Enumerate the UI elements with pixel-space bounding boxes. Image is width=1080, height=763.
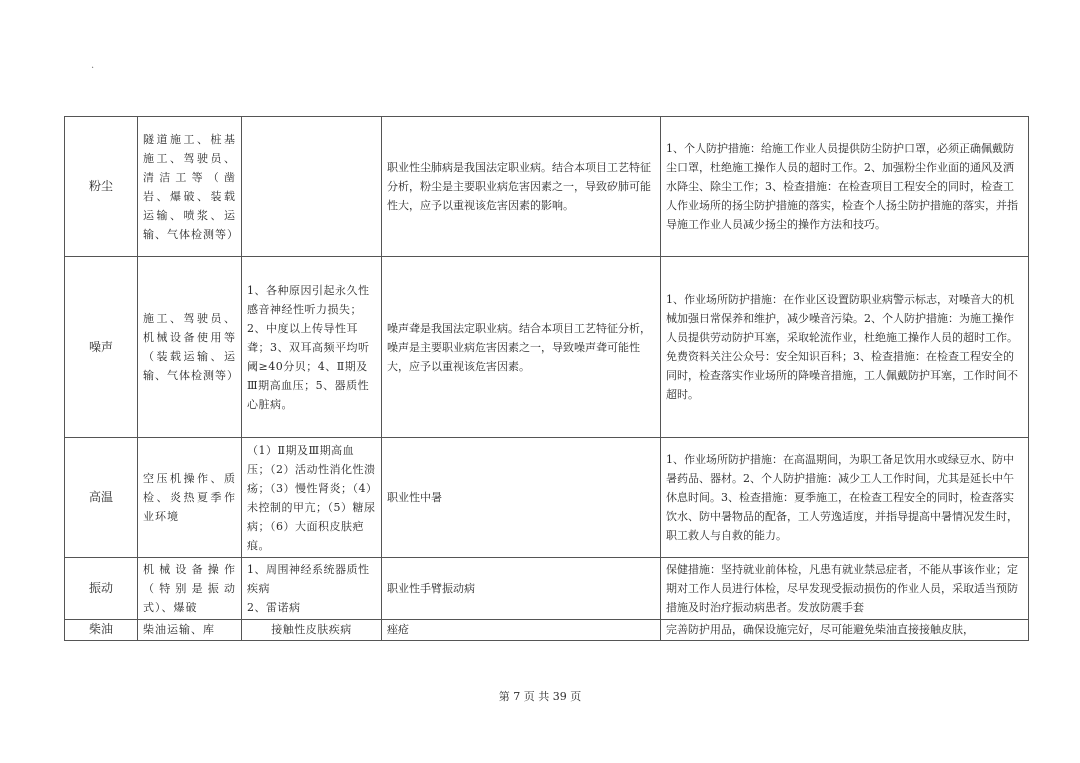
page-mark: . — [91, 60, 95, 71]
workers-cell: 机械设备操作（特别是振动式）、爆破 — [138, 558, 242, 620]
table-row — [65, 438, 1029, 558]
workers-cell: 隧道施工、桩基施工、驾驶员、清洁工等（凿岩、爆破、装载运输、喷浆、运输、气体检测等） — [138, 117, 242, 257]
measures-cell: 完善防护用品，确保设施完好，尽可能避免柴油直接接触皮肤， — [661, 620, 1029, 641]
contraindications-cell: 1、周围神经系统器质性疾病 2、雷诺病 — [242, 558, 382, 620]
hazard-cell: 柴油 — [65, 620, 138, 641]
table-row — [65, 558, 1029, 620]
hazard-cell: 噪声 — [65, 257, 138, 438]
workers-cell: 施工、驾驶员、机械设备使用等（装载运输、运输、气体检测等） — [138, 257, 242, 438]
hazard-table — [64, 116, 1029, 641]
measures-cell: 1、作业场所防护措施：在作业区设置防职业病警示标志，对噪音大的机械加强日常保养和维护，减少噪音污染。2、个人防护措施：为施工操作人员提供劳动防护耳塞，采取轮流作业，杜绝施工操作人员的超时工作。免费资料关注公众号：安全知识百科；3、检查措施：在检查工程安全的同时，检查落实作业场所的降噪音措施，工人佩戴防护耳塞，工作时间不超时。 — [661, 257, 1029, 438]
table-row — [65, 257, 1029, 438]
hazard-cell: 振动 — [65, 558, 138, 620]
contraindications-cell: 接触性皮肤疾病 — [242, 620, 382, 641]
table-row — [65, 620, 1029, 641]
contraindications-cell: （1）Ⅱ期及Ⅲ期高血压；（2）活动性消化性溃疡；（3）慢性肾炎；（4）未控制的甲亢；（5）糖尿病；（6）大面积皮肤疤痕。 — [242, 438, 382, 558]
page-number: 第 7 页 共 39 页 — [498, 690, 582, 703]
contraindications-cell: 1、各种原因引起永久性感音神经性听力损失；2、中度以上传导性耳聋；3、双耳高频平均听阈≥40分贝；4、Ⅱ期及Ⅲ期高血压；5、器质性心脏病。 — [242, 257, 382, 438]
workers-cell: 空压机操作、质检、炎热夏季作业环境 — [138, 438, 242, 558]
evaluation-cell: 痤疮 — [382, 620, 661, 641]
evaluation-cell: 职业性中暑 — [382, 438, 661, 558]
contraindications-cell — [242, 117, 382, 257]
table-row — [65, 117, 1029, 257]
evaluation-cell: 职业性尘肺病是我国法定职业病。结合本项目工艺特征分析，粉尘是主要职业病危害因素之一，导致矽肺可能性大，应予以重视该危害因素的影响。 — [382, 117, 661, 257]
hazard-cell: 高温 — [65, 438, 138, 558]
measures-cell: 保健措施：坚持就业前体检，凡患有就业禁忌症者，不能从事该作业；定期对工作人员进行体检，尽早发现受振动损伤的作业人员，采取适当预防措施及时治疗振动病患者。发放防震手套 — [661, 558, 1029, 620]
evaluation-cell: 职业性手臂振动病 — [382, 558, 661, 620]
measures-cell: 1、个人防护措施：给施工作业人员提供防尘防护口罩，必须正确佩戴防尘口罩，杜绝施工操作人员的超时工作。2、加强粉尘作业面的通风及洒水降尘、除尘工作；3、检查措施：在检查项目工程安全的同时，检查工人作业场所的扬尘防护措施的落实，检查个人扬尘防护措施的落实，并指导施工作业人员减少扬尘的操作方法和技巧。 — [661, 117, 1029, 257]
workers-cell: 柴油运输、库 — [138, 620, 242, 641]
evaluation-cell: 噪声聋是我国法定职业病。结合本项目工艺特征分析，噪声是主要职业病危害因素之一，导致噪声聋可能性大，应予以重视该危害因素。 — [382, 257, 661, 438]
measures-cell: 1、作业场所防护措施：在高温期间，为职工备足饮用水或绿豆水、防中暑药品、器材。2、个人防护措施：减少工人工作时间，尤其是延长中午休息时间。3、检查措施：夏季施工，在检查工程安全的同时，检查落实饮水、防中暑物品的配备，工人劳逸适度，并指导提高中暑情况发生时，职工救人与自救的能力。 — [661, 438, 1029, 558]
hazard-cell: 粉尘 — [65, 117, 138, 257]
